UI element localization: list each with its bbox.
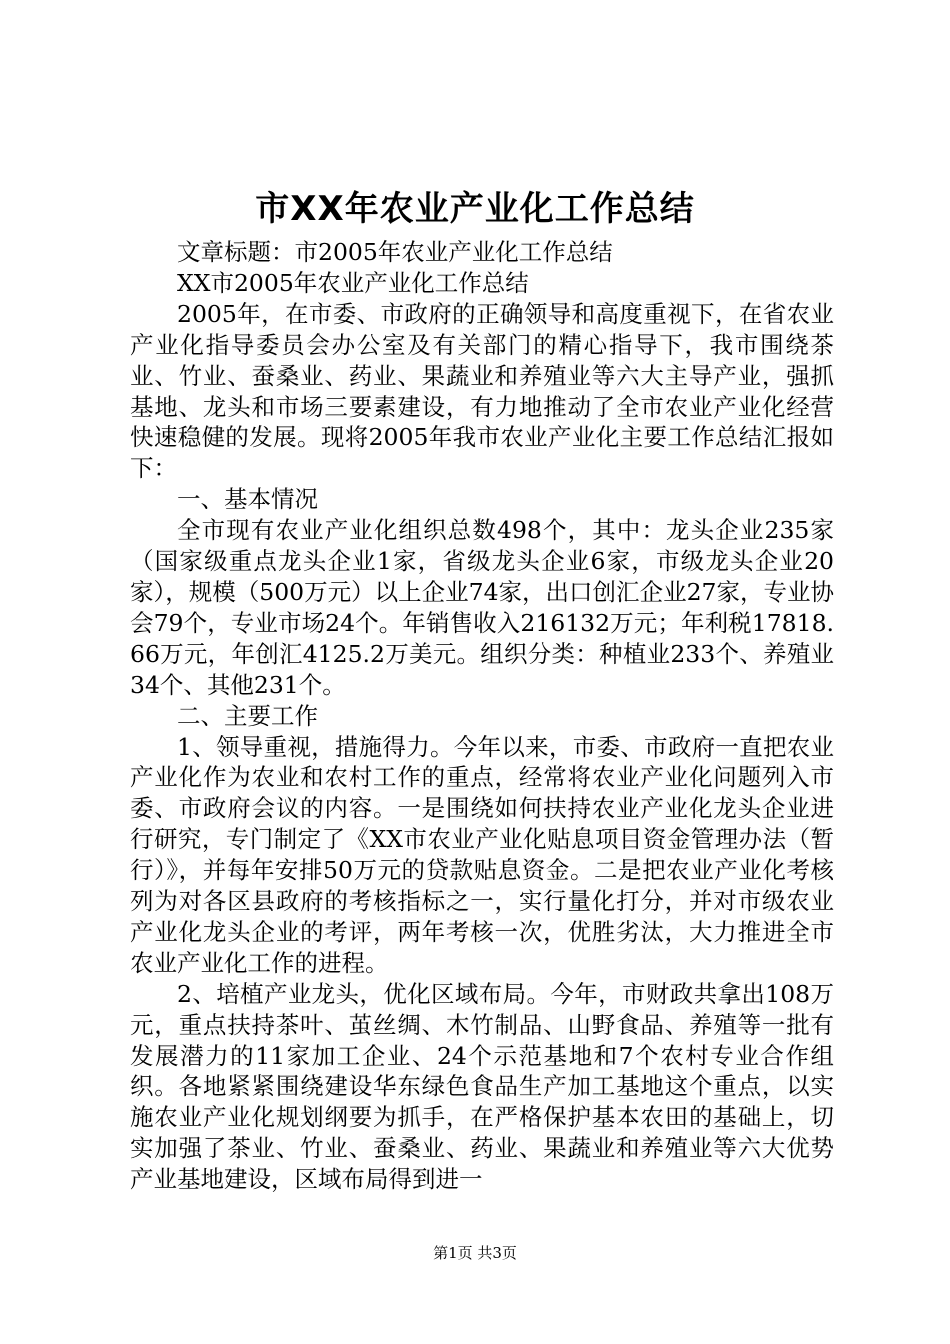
page-title: 市XX年农业产业化工作总结 (255, 189, 695, 229)
document-body (130, 237, 834, 1195)
paragraph-subtitle: XX市2005年农业产业化工作总结 (177, 268, 529, 297)
paragraph-article-title: 文章标题：市2005年农业产业化工作总结 (177, 238, 613, 266)
section-heading-main-work: 二、主要工作 (177, 701, 318, 730)
paragraph-work-item-2: 2、培植产业龙头，优化区域布局。今年，市财政共拿出108万元，重点扶持茶叶、茧丝绸、木竹制品、山野食品、养殖等一批有发展潜力的11家加工企业、24个示范基地和7个农村专业合作组织。各地紧紧围绕建设华东绿色食品生产加工基地这个重点，以实施农业产业化规划纲要为抓手，在严格保护基本农田的基础上，切实加强了茶业、竹业、蚕桑业、药业、果蔬业和养殖业等六大优势产业基地建设，区域布局得到进一 (130, 979, 834, 1194)
paragraph-intro: 2005年，在市委、市政府的正确领导和高度重视下，在省农业产业化指导委员会办公室及有关部门的精心指导下，我市围绕茶业、竹业、蚕桑业、药业、果蔬业和养殖业等六大主导产业，强抓基地、龙头和市场三要素建设，有力地推动了全市农业产业化经营快速稳健的发展。现将2005年我市农业产业化主要工作总结汇报如下： (130, 299, 834, 483)
page-footer: 第1页 共3页 (433, 1244, 517, 1262)
paragraph-work-item-1: 1、领导重视，措施得力。今年以来，市委、市政府一直把农业产业化作为农业和农村工作的重点，经常将农业产业化问题列入市委、市政府会议的内容。一是围绕如何扶持农业产业化龙头企业进行研究，专门制定了《XX市农业产业化贴息项目资金管理办法（暂行）》，并每年安排50万元的贷款贴息资金。二是把农业产业化考核列为对各区县政府的考核指标之一，实行量化打分，并对市级农业产业化龙头企业的考评，两年考核一次，优胜劣汰，大力推进全市农业产业化工作的进程。 (130, 732, 834, 977)
paragraph-basic-situation: 全市现有农业产业化组织总数498个，其中：龙头企业235家（国家级重点龙头企业1家，省级龙头企业6家，市级龙头企业20家），规模（500万元）以上企业74家，出口创汇企业27家，专业协会79个，专业市场24个。年销售收入216132万元；年利税17818.66万元，年创汇4125.2万美元。组织分类：种植业233个、养殖业34个、其他231个。 (130, 516, 834, 699)
section-heading-basic: 一、基本情况 (177, 485, 318, 514)
